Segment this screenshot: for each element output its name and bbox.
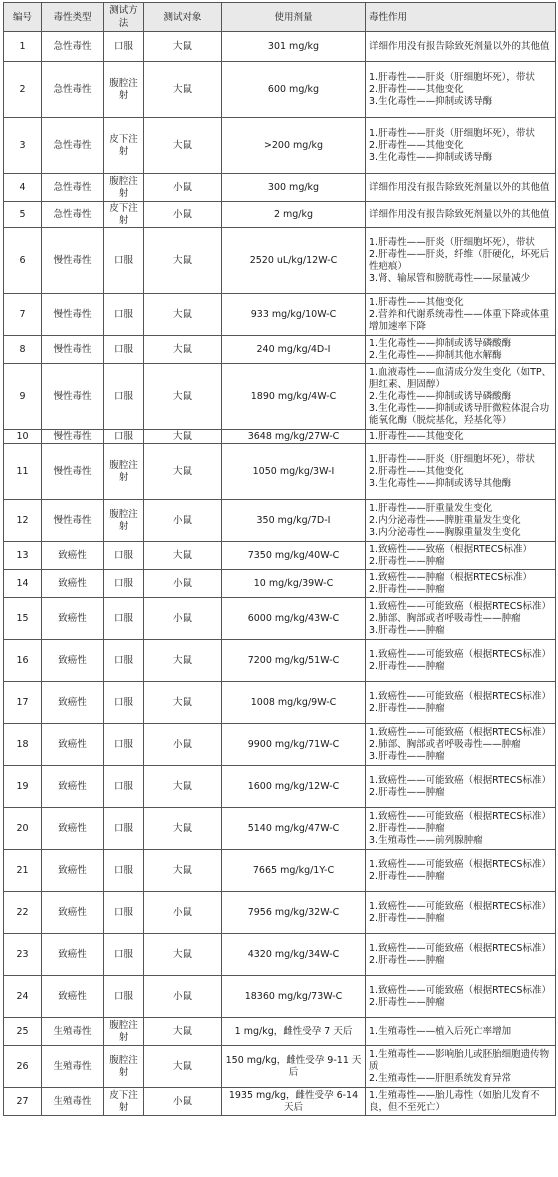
cell-type: 致癌性 <box>42 542 104 570</box>
effect-line: 1.肝毒性——其他变化 <box>369 430 464 442</box>
table-header-row <box>4 3 556 32</box>
cell-no: 7 <box>4 294 42 336</box>
cell-effects <box>366 202 556 228</box>
cell-no: 20 <box>4 808 42 850</box>
cell-method: 皮下注射 <box>104 1088 144 1116</box>
cell-method: 皮下注射 <box>104 202 144 228</box>
cell-subject: 大鼠 <box>144 62 222 118</box>
effect-line: 1.生殖毒性——胎儿毒性（如胎儿发育不良，但不至死亡） <box>369 1089 540 1113</box>
cell-effects <box>366 542 556 570</box>
effect-line: 1.生化毒性——抑制或诱导磷酸酶 <box>369 337 512 349</box>
cell-method: 口服 <box>104 336 144 364</box>
cell-subject: 大鼠 <box>144 808 222 850</box>
cell-subject: 大鼠 <box>144 364 222 430</box>
effect-line: 2.肺部、胸部或者呼吸毒性——肿瘤 <box>369 612 521 624</box>
cell-method: 口服 <box>104 724 144 766</box>
cell-method: 口服 <box>104 850 144 892</box>
cell-no: 4 <box>4 174 42 202</box>
cell-method: 口服 <box>104 976 144 1018</box>
cell-method: 口服 <box>104 808 144 850</box>
effect-line: 2.肝毒性——肿瘤 <box>369 786 445 798</box>
cell-type: 致癌性 <box>42 808 104 850</box>
cell-subject: 大鼠 <box>144 336 222 364</box>
effect-line: 3.内分泌毒性——胸腺重量发生变化 <box>369 526 521 538</box>
table-row <box>4 542 556 570</box>
cell-type: 急性毒性 <box>42 62 104 118</box>
cell-type: 急性毒性 <box>42 118 104 174</box>
cell-effects <box>366 1018 556 1046</box>
effect-line: 3.生化毒性——抑制或诱导其他酶 <box>369 477 512 489</box>
cell-effects <box>366 934 556 976</box>
cell-subject: 大鼠 <box>144 1018 222 1046</box>
effect-line: 1.致癌性——肿瘤（根据RTECS标准） <box>369 571 532 583</box>
cell-effects <box>366 364 556 430</box>
cell-effects <box>366 682 556 724</box>
cell-method: 皮下注射 <box>104 118 144 174</box>
cell-no: 26 <box>4 1046 42 1088</box>
effect-line: 1.肝毒性——其他变化 <box>369 296 464 308</box>
cell-dose: 2 mg/kg <box>222 202 366 228</box>
effect-line: 1.生殖毒性——影响胎儿或胚胎细胞遗传物质 <box>369 1048 550 1072</box>
cell-type: 慢性毒性 <box>42 364 104 430</box>
cell-subject: 小鼠 <box>144 500 222 542</box>
cell-method: 腹腔注射 <box>104 1018 144 1046</box>
header-subject: 测试对象 <box>144 3 222 32</box>
table-row <box>4 808 556 850</box>
cell-no: 18 <box>4 724 42 766</box>
cell-dose: 1008 mg/kg/9W-C <box>222 682 366 724</box>
cell-dose: 6000 mg/kg/43W-C <box>222 598 366 640</box>
cell-type: 急性毒性 <box>42 202 104 228</box>
table-row <box>4 174 556 202</box>
cell-subject: 大鼠 <box>144 118 222 174</box>
cell-method: 腹腔注射 <box>104 500 144 542</box>
effect-line: 2.肝毒性——肿瘤 <box>369 996 445 1008</box>
effect-line: 3.生化毒性——抑制或诱导酶 <box>369 151 493 163</box>
effect-line: 2.营养和代谢系统毒性——体重下降或体重增加速率下降 <box>369 308 550 332</box>
cell-type: 致癌性 <box>42 598 104 640</box>
cell-effects <box>366 598 556 640</box>
cell-type: 生殖毒性 <box>42 1088 104 1116</box>
cell-subject: 大鼠 <box>144 934 222 976</box>
table-body <box>4 32 556 1116</box>
cell-effects <box>366 500 556 542</box>
table-row <box>4 336 556 364</box>
cell-dose: 1935 mg/kg，雌性受孕 6-14 天后 <box>222 1088 366 1116</box>
effect-line: 1.致癌性——可能致癌（根据RTECS标准） <box>369 690 551 702</box>
effect-line: 1.致癌性——可能致癌（根据RTECS标准） <box>369 774 551 786</box>
cell-subject: 大鼠 <box>144 640 222 682</box>
cell-method: 口服 <box>104 682 144 724</box>
cell-dose: 1 mg/kg，雌性受孕 7 天后 <box>222 1018 366 1046</box>
cell-no: 1 <box>4 32 42 62</box>
effect-line: 2.肝毒性——肿瘤 <box>369 912 445 924</box>
effect-line: 详细作用没有报告除致死剂量以外的其他值 <box>369 40 550 52</box>
effect-line: 3.肾、输尿管和膀胱毒性——尿量减少 <box>369 272 531 284</box>
effect-line: 2.生化毒性——抑制其他水解酶 <box>369 349 502 361</box>
cell-subject: 大鼠 <box>144 32 222 62</box>
cell-subject: 大鼠 <box>144 430 222 444</box>
cell-dose: 10 mg/kg/39W-C <box>222 570 366 598</box>
cell-dose: 240 mg/kg/4D-I <box>222 336 366 364</box>
effect-line: 1.肝毒性——肝炎（肝细胞坏死），带状 <box>369 71 535 83</box>
effect-line: 2.生化毒性——抑制或诱导磷酸酶 <box>369 390 512 402</box>
cell-dose: 4320 mg/kg/34W-C <box>222 934 366 976</box>
cell-dose: 7665 mg/kg/1Y-C <box>222 850 366 892</box>
cell-dose: 600 mg/kg <box>222 62 366 118</box>
cell-dose: 3648 mg/kg/27W-C <box>222 430 366 444</box>
cell-type: 慢性毒性 <box>42 500 104 542</box>
table-row <box>4 62 556 118</box>
effect-line: 1.致癌性——可能致癌（根据RTECS标准） <box>369 810 551 822</box>
effect-line: 2.肝毒性——肿瘤 <box>369 583 445 595</box>
cell-no: 2 <box>4 62 42 118</box>
cell-no: 15 <box>4 598 42 640</box>
cell-type: 急性毒性 <box>42 174 104 202</box>
cell-no: 19 <box>4 766 42 808</box>
cell-subject: 大鼠 <box>144 444 222 500</box>
effect-line: 2.肝毒性——肿瘤 <box>369 660 445 672</box>
effect-line: 1.致癌性——致癌（根据RTECS标准） <box>369 543 532 555</box>
effect-line: 3.生化毒性——抑制或诱导酶 <box>369 95 493 107</box>
cell-type: 致癌性 <box>42 682 104 724</box>
effect-line: 详细作用没有报告除致死剂量以外的其他值 <box>369 181 550 193</box>
table-row <box>4 202 556 228</box>
cell-effects <box>366 62 556 118</box>
effect-line: 2.肝毒性——肿瘤 <box>369 822 445 834</box>
cell-type: 慢性毒性 <box>42 430 104 444</box>
cell-effects <box>366 32 556 62</box>
header-effects: 毒性作用 <box>366 3 556 32</box>
effect-line: 2.肝毒性——肿瘤 <box>369 954 445 966</box>
table-row <box>4 850 556 892</box>
cell-type: 致癌性 <box>42 892 104 934</box>
effect-line: 1.致癌性——可能致癌（根据RTECS标准） <box>369 942 551 954</box>
cell-effects <box>366 976 556 1018</box>
cell-type: 慢性毒性 <box>42 336 104 364</box>
effect-line: 1.肝毒性——肝炎（肝细胞坏死），带状 <box>369 236 535 248</box>
cell-effects <box>366 228 556 294</box>
cell-no: 23 <box>4 934 42 976</box>
cell-subject: 大鼠 <box>144 682 222 724</box>
cell-type: 急性毒性 <box>42 32 104 62</box>
cell-method: 腹腔注射 <box>104 174 144 202</box>
cell-method: 口服 <box>104 430 144 444</box>
table-row <box>4 934 556 976</box>
cell-dose: 150 mg/kg，雌性受孕 9-11 天后 <box>222 1046 366 1088</box>
cell-type: 生殖毒性 <box>42 1046 104 1088</box>
cell-dose: 1890 mg/kg/4W-C <box>222 364 366 430</box>
cell-method: 口服 <box>104 294 144 336</box>
cell-effects <box>366 294 556 336</box>
effect-line: 2.肝毒性——其他变化 <box>369 83 464 95</box>
cell-type: 致癌性 <box>42 766 104 808</box>
effect-line: 1.致癌性——可能致癌（根据RTECS标准） <box>369 984 551 996</box>
table-row <box>4 640 556 682</box>
cell-method: 口服 <box>104 542 144 570</box>
effect-line: 2.肺部、胸部或者呼吸毒性——肿瘤 <box>369 738 521 750</box>
header-method: 测试方法 <box>104 3 144 32</box>
effect-line: 2.肝毒性——其他变化 <box>369 465 464 477</box>
effect-line: 2.肝毒性——其他变化 <box>369 139 464 151</box>
cell-no: 6 <box>4 228 42 294</box>
cell-no: 27 <box>4 1088 42 1116</box>
cell-effects <box>366 570 556 598</box>
cell-effects <box>366 892 556 934</box>
cell-effects <box>366 808 556 850</box>
cell-type: 慢性毒性 <box>42 444 104 500</box>
effect-line: 1.致癌性——可能致癌（根据RTECS标准） <box>369 858 551 870</box>
cell-dose: >200 mg/kg <box>222 118 366 174</box>
table-row <box>4 892 556 934</box>
cell-dose: 7956 mg/kg/32W-C <box>222 892 366 934</box>
cell-effects <box>366 174 556 202</box>
cell-dose: 5140 mg/kg/47W-C <box>222 808 366 850</box>
cell-type: 致癌性 <box>42 640 104 682</box>
cell-no: 8 <box>4 336 42 364</box>
table-row <box>4 430 556 444</box>
effect-line: 3.肝毒性——肿瘤 <box>369 750 445 762</box>
cell-effects <box>366 766 556 808</box>
cell-method: 腹腔注射 <box>104 62 144 118</box>
table-row <box>4 682 556 724</box>
cell-effects <box>366 1046 556 1088</box>
cell-dose: 9900 mg/kg/71W-C <box>222 724 366 766</box>
cell-subject: 小鼠 <box>144 724 222 766</box>
cell-subject: 小鼠 <box>144 598 222 640</box>
effect-line: 1.肝毒性——肝炎（肝细胞坏死），带状 <box>369 453 535 465</box>
effect-line: 1.生殖毒性——植入后死亡率增加 <box>369 1025 512 1037</box>
cell-type: 致癌性 <box>42 850 104 892</box>
effect-line: 3.肝毒性——肿瘤 <box>369 624 445 636</box>
cell-effects <box>366 336 556 364</box>
table-row <box>4 1018 556 1046</box>
cell-effects <box>366 444 556 500</box>
cell-type: 致癌性 <box>42 724 104 766</box>
table-row <box>4 724 556 766</box>
table-row <box>4 598 556 640</box>
cell-dose: 933 mg/kg/10W-C <box>222 294 366 336</box>
table-row <box>4 118 556 174</box>
effect-line: 2.内分泌毒性——脾脏重量发生变化 <box>369 514 521 526</box>
cell-dose: 1050 mg/kg/3W-I <box>222 444 366 500</box>
cell-dose: 7200 mg/kg/51W-C <box>222 640 366 682</box>
table-row <box>4 1088 556 1116</box>
cell-no: 13 <box>4 542 42 570</box>
effect-line: 2.肝毒性——肿瘤 <box>369 555 445 567</box>
cell-method: 口服 <box>104 364 144 430</box>
table-row <box>4 294 556 336</box>
cell-type: 慢性毒性 <box>42 294 104 336</box>
effect-line: 2.肝毒性——肝炎，纤维（肝硬化，坏死后性疤痕） <box>369 248 550 272</box>
cell-type: 慢性毒性 <box>42 228 104 294</box>
cell-no: 12 <box>4 500 42 542</box>
effect-line: 1.致癌性——可能致癌（根据RTECS标准） <box>369 900 551 912</box>
cell-method: 口服 <box>104 228 144 294</box>
cell-subject: 小鼠 <box>144 174 222 202</box>
cell-method: 口服 <box>104 934 144 976</box>
cell-subject: 小鼠 <box>144 892 222 934</box>
cell-subject: 小鼠 <box>144 1088 222 1116</box>
cell-effects <box>366 724 556 766</box>
cell-no: 9 <box>4 364 42 430</box>
effect-line: 2.肝毒性——肿瘤 <box>369 870 445 882</box>
cell-method: 口服 <box>104 32 144 62</box>
cell-no: 21 <box>4 850 42 892</box>
cell-effects <box>366 850 556 892</box>
header-no: 编号 <box>4 3 42 32</box>
cell-type: 致癌性 <box>42 934 104 976</box>
cell-dose: 300 mg/kg <box>222 174 366 202</box>
cell-no: 3 <box>4 118 42 174</box>
cell-dose: 18360 mg/kg/73W-C <box>222 976 366 1018</box>
cell-subject: 小鼠 <box>144 202 222 228</box>
table-row <box>4 364 556 430</box>
effect-line: 1.致癌性——可能致癌（根据RTECS标准） <box>369 726 551 738</box>
cell-subject: 小鼠 <box>144 570 222 598</box>
cell-effects <box>366 118 556 174</box>
cell-effects <box>366 640 556 682</box>
header-type: 毒性类型 <box>42 3 104 32</box>
effect-line: 3.生殖毒性——前列腺肿瘤 <box>369 834 483 846</box>
table-row <box>4 976 556 1018</box>
cell-subject: 大鼠 <box>144 850 222 892</box>
cell-no: 14 <box>4 570 42 598</box>
cell-dose: 7350 mg/kg/40W-C <box>222 542 366 570</box>
table-row <box>4 500 556 542</box>
cell-no: 17 <box>4 682 42 724</box>
effect-line: 3.生化毒性——抑制或诱导肝微粒体混合功能氧化酶（脱烷基化，羟基化等） <box>369 402 550 426</box>
cell-type: 致癌性 <box>42 570 104 598</box>
cell-method: 口服 <box>104 640 144 682</box>
toxicity-table-container <box>3 2 555 1116</box>
cell-method: 口服 <box>104 766 144 808</box>
cell-subject: 大鼠 <box>144 228 222 294</box>
effect-line: 1.血液毒性——血清成分发生变化（如TP、胆红素、胆固醇） <box>369 366 552 390</box>
cell-method: 口服 <box>104 570 144 598</box>
table-row <box>4 766 556 808</box>
effect-line: 1.致癌性——可能致癌（根据RTECS标准） <box>369 648 551 660</box>
cell-type: 生殖毒性 <box>42 1018 104 1046</box>
cell-subject: 大鼠 <box>144 294 222 336</box>
cell-method: 口服 <box>104 598 144 640</box>
effect-line: 1.致癌性——可能致癌（根据RTECS标准） <box>369 600 551 612</box>
toxicity-table <box>3 2 556 1116</box>
table-row <box>4 32 556 62</box>
effect-line: 1.肝毒性——肝炎（肝细胞坏死），带状 <box>369 127 535 139</box>
table-row <box>4 444 556 500</box>
cell-subject: 小鼠 <box>144 976 222 1018</box>
cell-dose: 2520 uL/kg/12W-C <box>222 228 366 294</box>
cell-no: 25 <box>4 1018 42 1046</box>
cell-type: 致癌性 <box>42 976 104 1018</box>
effect-line: 1.肝毒性——肝重量发生变化 <box>369 502 493 514</box>
header-dose: 使用剂量 <box>222 3 366 32</box>
cell-method: 口服 <box>104 892 144 934</box>
table-row <box>4 1046 556 1088</box>
table-row <box>4 570 556 598</box>
cell-effects <box>366 1088 556 1116</box>
effect-line: 2.肝毒性——肿瘤 <box>369 702 445 714</box>
cell-no: 16 <box>4 640 42 682</box>
cell-effects <box>366 430 556 444</box>
effect-line: 2.生殖毒性——肝胆系统发育异常 <box>369 1072 512 1084</box>
cell-dose: 350 mg/kg/7D-I <box>222 500 366 542</box>
cell-method: 腹腔注射 <box>104 1046 144 1088</box>
cell-no: 22 <box>4 892 42 934</box>
cell-subject: 大鼠 <box>144 766 222 808</box>
cell-subject: 大鼠 <box>144 542 222 570</box>
cell-subject: 大鼠 <box>144 1046 222 1088</box>
cell-no: 11 <box>4 444 42 500</box>
table-row <box>4 228 556 294</box>
cell-dose: 1600 mg/kg/12W-C <box>222 766 366 808</box>
cell-no: 10 <box>4 430 42 444</box>
effect-line: 详细作用没有报告除致死剂量以外的其他值 <box>369 208 550 220</box>
cell-dose: 301 mg/kg <box>222 32 366 62</box>
cell-method: 腹腔注射 <box>104 444 144 500</box>
cell-no: 24 <box>4 976 42 1018</box>
cell-no: 5 <box>4 202 42 228</box>
